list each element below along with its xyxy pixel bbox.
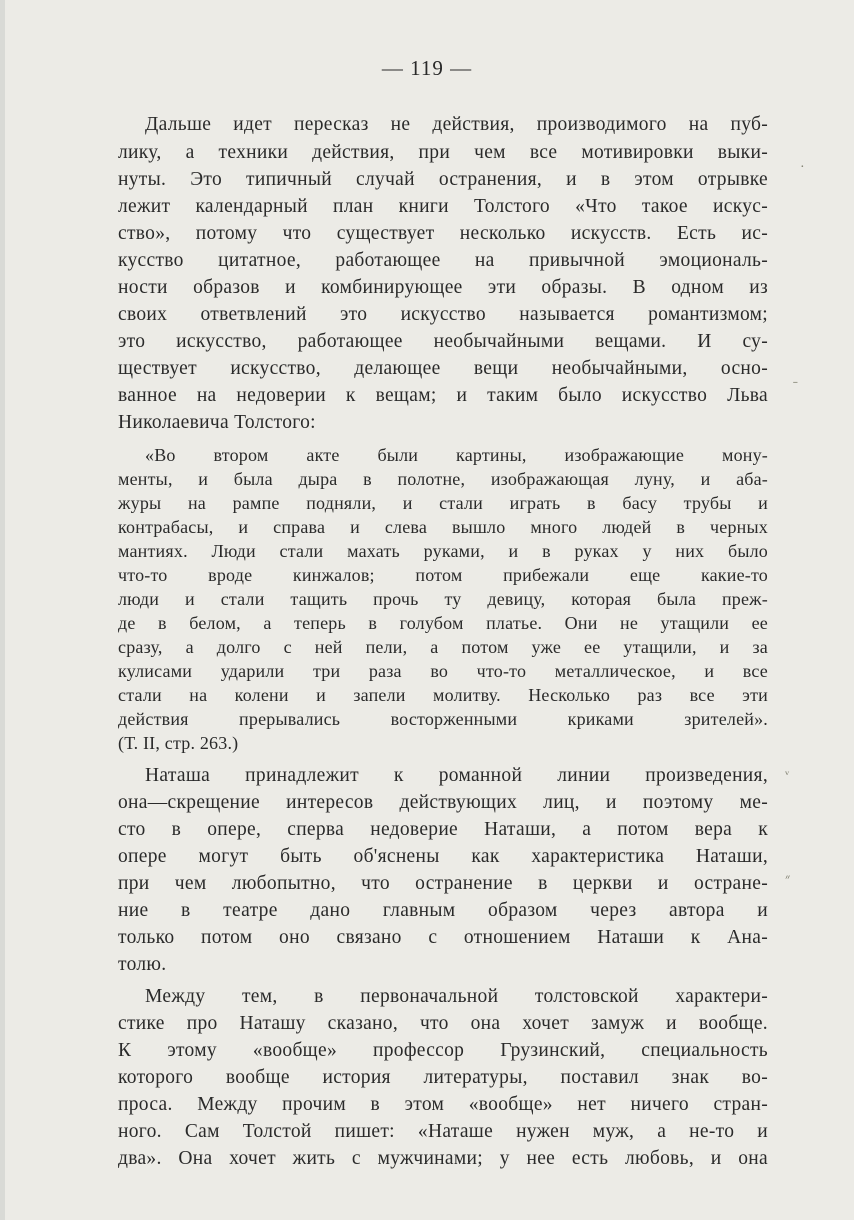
quote-line: стали на колени и запели молитву. Несколько раз все эти: [118, 685, 768, 705]
quote-line: кулисами ударили три раза во что-то металлическое, и все: [118, 661, 768, 681]
text-line: только потом оно связано с отношением Наташи к Ана-: [118, 927, 768, 948]
text-line: лику, а техники действия, при чем все мотивировки выки-: [118, 142, 768, 163]
text-line: ванное на недоверии к вещам; и таким было искусство Льва: [118, 385, 768, 406]
text-line: ществует искусство, делающее вещи необычайными, осно-: [118, 358, 768, 379]
text-line: стике про Наташу сказано, что она хочет замуж и вообще.: [118, 1013, 768, 1034]
text-line: сто в опере, сперва недоверие Наташи, а потом вера к: [118, 819, 768, 840]
quote-line: де в белом, а теперь в голубом платье. Они не утащили ее: [118, 613, 768, 633]
quote-line: действия прерывались восторженными криками зрителей».: [118, 709, 768, 729]
text-line: которого вообще история литературы, поставил знак во-: [118, 1067, 768, 1088]
quote-line: мантиях. Люди стали махать руками, и в руках у них было: [118, 541, 768, 561]
quote-citation: (Т. II, стр. 263.): [118, 733, 239, 753]
quote-line: люди и стали тащить прочь ту девицу, которая была преж-: [118, 589, 768, 609]
text-line: своих ответвлений это искусство называется романтизмом;: [118, 304, 768, 325]
scan-mark: ·: [800, 160, 805, 175]
text-line: Николаевича Толстого:: [118, 412, 316, 433]
text-line: при чем любопытно, что остранение в церкви и остране-: [118, 873, 768, 894]
text-line: лежит календарный план книги Толстого «Что такое искус-: [118, 196, 768, 217]
text-line: К этому «вообще» профессор Грузинский, специальность: [118, 1040, 768, 1061]
text-line: ние в театре дано главным образом через автора и: [118, 900, 768, 921]
text-line: проса. Между прочим в этом «вообще» нет ничего стран-: [118, 1094, 768, 1115]
scan-mark: ״: [785, 872, 791, 887]
page-edge: [0, 0, 5, 1220]
quote-line: журы на рампе подняли, и стали играть в басу трубы и: [118, 493, 768, 513]
text-line: Дальше идет пересказ не действия, производимого на пуб-: [145, 114, 768, 135]
text-line: она—скрещение интересов действующих лиц, и поэтому ме-: [118, 792, 768, 813]
text-line: ство», потому что существует несколько искусств. Есть ис-: [118, 223, 768, 244]
page-number: — 119 —: [381, 56, 473, 80]
quote-line: что-то вроде кинжалов; потом прибежали еще какие-то: [118, 565, 768, 585]
text-line: два». Она хочет жить с мужчинами; у нее есть любовь, и она: [118, 1148, 768, 1169]
text-line: это искусство, работающее необычайными вещами. И су-: [118, 331, 768, 352]
text-line: опере могут быть об'яснены как характеристика Наташи,: [118, 846, 768, 867]
scan-mark: ᵥ: [785, 763, 790, 778]
text-line: толю.: [118, 954, 167, 975]
text-line: кусство цитатное, работающее на привычной эмоциональ-: [118, 250, 768, 271]
quote-line: менты, и была дыра в полотне, изображающая луну, и аба-: [118, 469, 768, 489]
scan-mark: ˗: [793, 374, 798, 389]
quote-line: «Во втором акте были картины, изображающие мону-: [145, 445, 768, 465]
text-line: Наташа принадлежит к романной линии произведения,: [145, 765, 768, 786]
quote-line: сразу, а долго с ней пели, а потом уже ее утащили, и за: [118, 637, 768, 657]
text-line: ности образов и комбинирующее эти образы. В одном из: [118, 277, 768, 298]
text-line: ного. Сам Толстой пишет: «Наташе нужен муж, а не-то и: [118, 1121, 768, 1142]
text-line: Между тем, в первоначальной толстовской характери-: [145, 986, 768, 1007]
quote-line: контрабасы, и справа и слева вышло много людей в черных: [118, 517, 768, 537]
text-line: нуты. Это типичный случай остранения, и в этом отрывке: [118, 169, 768, 190]
